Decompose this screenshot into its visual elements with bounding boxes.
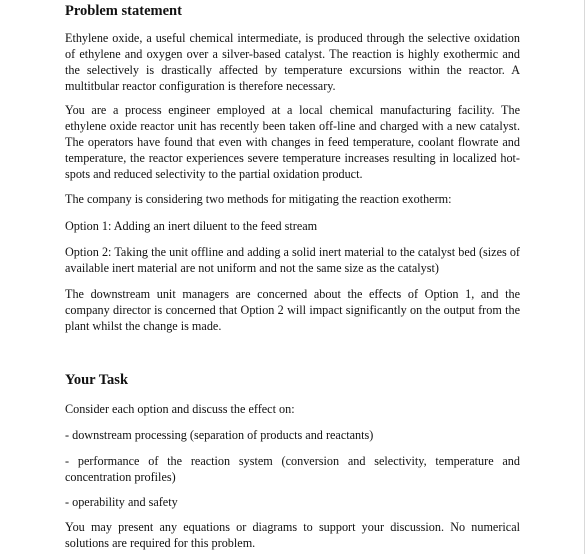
task-item-downstream: - downstream processing (separation of products and reactants) [65, 428, 374, 442]
closing-paragraph: You may present any equations or diagrams to support your discussion. No numerical solutions are required for this problem. [65, 520, 520, 550]
task-item-operability: - operability and safety [65, 495, 178, 509]
intro-paragraph: Ethylene oxide, a useful chemical intermediate, is produced through the selective oxidation of ethylene and oxygen over a silver-based catalyst. The reaction is highly exothermic and the selectively is drastically affected by temperature excursions within the reactor. A multitbular reactor configuration is therefore necessary. [65, 31, 520, 93]
page-edge-divider [584, 0, 585, 554]
methods-intro-paragraph: The company is considering two methods for mitigating the reaction exotherm: [65, 192, 452, 206]
option-2-paragraph: Option 2: Taking the unit offline and adding a solid inert material to the catalyst bed (sizes of available inert material are not uniform and not the same size as the catalyst) [65, 245, 520, 275]
your-task-heading: Your Task [65, 372, 129, 388]
task-item-performance: - performance of the reaction system (conversion and selectivity, temperature and concentration profiles) [65, 454, 520, 484]
scenario-paragraph: You are a process engineer employed at a local chemical manufacturing facility. The ethylene oxide reactor unit has recently been taken off-line and charged with a new catalyst. The operators have found that even with changes in feed temperature, coolant flowrate and temperature, the reactor experiences severe temperature increases resulting in localized hot-spots and reduced selectivity to the partial oxidation product. [65, 103, 520, 181]
concerns-paragraph: The downstream unit managers are concerned about the effects of Option 1, and the company director is concerned that Option 2 will impact significantly on the output from the plant whilst the change is made. [65, 287, 520, 333]
option-1-paragraph: Option 1: Adding an inert diluent to the feed stream [65, 219, 318, 233]
task-intro-paragraph: Consider each option and discuss the effect on: [65, 402, 295, 416]
problem-statement-heading: Problem statement [65, 3, 182, 19]
